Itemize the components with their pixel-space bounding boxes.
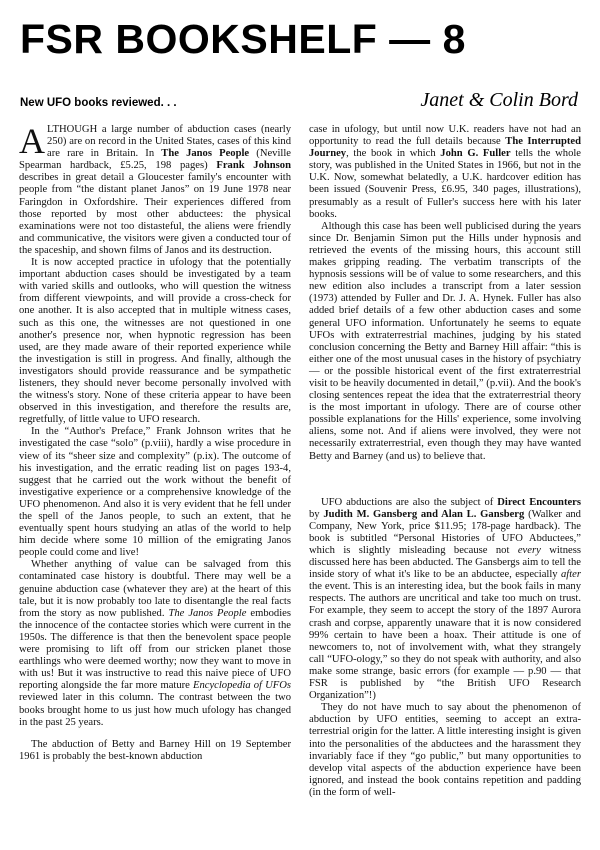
text-run: The abduction of Betty and Barney Hill on 19 September 1961 is probably the best-known abduction xyxy=(19,738,291,762)
section-subtitle: New UFO books reviewed. . . xyxy=(20,97,177,109)
text-run: It is now accepted practice in ufology that the potentially important abduction cases should be investigated by a team with varied skills and outlooks, who will question the witness from different viewpoints, and will provide a cross-check for one another. It is also accepted that in multiple witness cases, such as this one, the witnesses are not questioned in one another's presence nor, when hypnotic regression has been used, are they made aware of their reported experience while the investigation is still in progress. And finally, although the investigators should provide reassurance and be sympathetic listeners, they should never become personally involved with the witness's story. None of these criteria appear to have been observed in this investigation, and therefore the results are, regretfully, of little value to UFO research. xyxy=(19,257,291,426)
italic-text: every xyxy=(517,545,541,556)
text-run: reviewed later in this column. The contrast between the two books brought home to us just how much ufology has changed in the past 25 years. xyxy=(19,692,291,728)
text-run: embodies the innocence of the contactee stories which were current in the 1950s. The difference is that then the benevolent space people were promising to lift off from our stricken planet those earthlings who were deemed worthy; now they want to move in with us! But it was instructive to read this naive piece of UFO reporting alongside the far more mature xyxy=(19,607,291,692)
text-run: (Walker and Company, New York, price $11.95; 178-page hardback). The book is subtitled “Personal Histories of UFO Abductees,” which is slightly misleading because not xyxy=(309,508,581,556)
paragraph-text xyxy=(19,121,291,256)
text-run: case in ufology, but until now U.K. readers have not had an opportunity to read the full details because xyxy=(309,124,581,148)
text-run: tells the whole story, was published in the United States in 1966, but not in the U.K. Now, somewhat belatedly, a U.K. hardcover edition has been issued (Souvenir Press, £6.95, 340 pages, illustrations), presumably as a result of Fuller's success here with his later books. xyxy=(309,148,582,220)
text-run: In the “Author's Preface,” Frank Johnson writes that he investigated the case “solo” (p.viii), hardly a wise procedure in view of its “sheer size and complexity” (p.ix). The outcome of his investigation, and the erratic reading list on pages 193-4, suggest that he carried out the work without the benefit of investigative experience or a comprehensive knowledge of the UFO phenomenon. And also it is very evident that he fell under the spell of the Janos people, to such an extent, that he eventually spent hours studying an atlas of the world to help him decide where some 10 million of the emigrating Janos people could come and live! xyxy=(19,426,291,559)
text-run: the event. This is an interesting idea, but the book fails in many respects. The authors are uncritical and take too much on trust. For example, they seem to accept the story of the 1897 Aurora crash and corpse, apparently unaware that it is now considered 99% certain to have been a hoax. Their attitude is one of newcomers to, not of involvement with, what they strangely call “UFO-ology,” so they do not speak with authority, and also make some strange, basic errors (for example — p.90 — that FSR is published by “the British UFO Research Organization”!) xyxy=(309,581,581,702)
text-run: Whether anything of value can be salvaged from this contaminated case history is doubtful. There may well be a genuine abduction case (whatever they are) at the heart of this tale, but it is now probably too late to disentangle the real facts from the story as now published. xyxy=(19,559,291,619)
bold-text: Frank Johnson xyxy=(216,160,291,172)
text-run: UFO abductions are also the subject of xyxy=(321,496,498,508)
bold-text: Direct Encounters xyxy=(497,496,581,508)
right-column xyxy=(309,124,581,799)
text-run: describes in great detail a Gloucester family's encounter with people from “the distant planet Janos” on 19 June 1978 near Faringdon in Oxfordshire. Their experiences differed from those reported by most other abductees: the physical examinations were not too distasteful, the aliens were friendly and communicative, the visitors were given a conducted tour of the spaceship, and shown films of Janos and its destruction. xyxy=(19,172,291,256)
author-byline: Janet & Colin Bord xyxy=(420,89,578,111)
bold-text: John G. Fuller xyxy=(440,148,511,160)
paragraph xyxy=(19,739,291,763)
text-run: , the book in which xyxy=(346,148,441,160)
paragraph xyxy=(309,497,581,703)
bold-text: The Janos People xyxy=(161,148,250,160)
text-run: LTHOUGH a large number of abduction cases (nearly 250) are on record in the United States, cases of this kind are rare in Britain. In xyxy=(47,124,291,160)
paragraph xyxy=(19,426,291,559)
paragraph xyxy=(309,124,581,221)
text-run: witness discussed here has been abducted. The Gansbergs aim to tell the inside story of what it's like to be an abductee, especially xyxy=(309,545,581,581)
paragraph xyxy=(19,121,291,257)
drop-cap: A xyxy=(19,121,45,161)
text-run: They do not have much to say about the phenomenon of abduction by UFO entities, seeming to accept an extra-terrestrial origin for the latter. A little interesting insight is given into the personalities of the abductees and the harassment they invariably face if they “go public,” but many opportunities to develop vital aspects of the abduction experience have been ignored, and instead the book contains repetition and padding (in the form of well- xyxy=(309,702,581,798)
paragraph xyxy=(309,221,581,463)
text-run: (Neville Spearman hardback, £5.25, 198 pages) xyxy=(19,148,291,172)
paragraph xyxy=(309,702,581,799)
paragraph xyxy=(19,257,291,426)
bold-text: Judith M. Gansberg and Alan L. Gansberg xyxy=(323,508,525,520)
italic-text: Encyclopedia of UFOs xyxy=(192,680,291,692)
paragraph xyxy=(19,559,291,728)
left-column xyxy=(19,121,291,763)
bold-text: The Interrupted Journey xyxy=(309,136,581,160)
text-run: by xyxy=(309,508,324,520)
page-title: FSR BOOKSHELF — 8 xyxy=(20,16,466,62)
italic-text: after xyxy=(560,569,581,581)
italic-text: The Janos People xyxy=(168,607,247,619)
text-run: Although this case has been well publicised during the years since Dr. Benjamin Simon put the Hills under hypnosis and retrieved the events of the missing hours, this account still makes gripping reading. The verbatim transcripts of the hypnosis sessions will be of value to some researchers, and this new edition also includes a transcript from a later session (1973) attended by Fuller and Dr. J. A. Hynek. Fuller has also added brief details of a few other abduction cases and some general UFO information. Unfortunately he seems to equate UFOs with extraterrestrial machines, judging by his stated conclusion concerning the Betty and Barney Hill affair: “this is either one of the most unusual cases in the history of psychiatry — or the possible historical event of the first extraterrestrial visit to be heavily documented in detail,” (p.vii). And the book's closing sentences repeat the idea that the extraterrestrial theory is the most important in ufology. There are of course other possible explanations for the Hills' experience, some involving aliens, some not. And if aliens were involved, they were not necessarily extraterrestrial, even though they may have wanted Betty and Barney (and us) to believe that. xyxy=(309,220,581,462)
